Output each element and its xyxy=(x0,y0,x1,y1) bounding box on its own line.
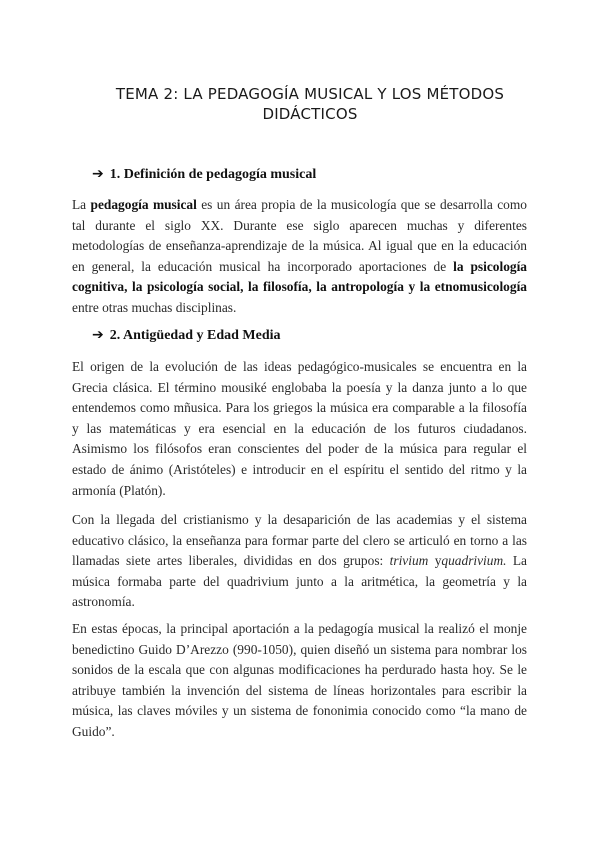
text-run: entre otras muchas disciplinas. xyxy=(72,299,237,315)
arrow-right-icon: ➔ xyxy=(92,166,104,182)
paragraph-guido: En estas épocas, la principal aportación a la pedagogía musical la realizó el monje benedictino Guido D’Arezzo (990-1050), quien diseñó un sistema para nombrar los sonidos de la escala que con algunas modificaciones ha perdurado hasta hoy. Se le atribuye también la invención del sistema de líneas horizontales para escribir la música, las claves móviles y un sistema de fononimia conocido como “la mano de Guido”. xyxy=(72,621,527,739)
title-line-2: DIDÁCTICOS xyxy=(262,105,358,123)
italic-term: quadrivium. xyxy=(441,553,507,569)
text-run: La música formaba parte del quadrivium junto a la aritmética, la geometría y la astronomía. xyxy=(72,553,527,610)
bold-disciplines: la psicología cognitiva, la psicología social, la filosofía, la antropología y la etnomusicología xyxy=(72,258,527,295)
section-heading-antiquity xyxy=(92,326,281,345)
title-line-1: TEMA 2: LA PEDAGOGÍA MUSICAL Y LOS MÉTODOS xyxy=(115,85,505,103)
arrow-right-icon: ➔ xyxy=(92,327,104,343)
text-run: Con la llegada del cristianismo y la desaparición de las academias y el sistema educativo clásico, la enseñanza para formar parte del clero se articuló en torno a las llamadas siete artes liberales, divididas en dos grupos: xyxy=(72,512,527,569)
text-run: es un área propia de la musicología que se desarrolla como tal durante el siglo XX. Durante ese siglo aparecen muchas y diferentes metodologías de enseñanza-aprendizaje de la música. Al igual que en la educación en general, la educación musical ha incorporado aportaciones de xyxy=(72,197,527,274)
paragraph-definition xyxy=(72,195,527,319)
section-heading-definition xyxy=(92,165,316,184)
document-title xyxy=(80,84,540,124)
bold-term: pedagogía musical xyxy=(90,197,197,212)
paragraph-christianity xyxy=(72,510,527,613)
section-heading-text: 2. Antigüedad y Edad Media xyxy=(109,328,281,343)
text-run: La xyxy=(72,197,91,212)
italic-term: trivium xyxy=(389,553,429,569)
section-heading-text: 1. Definición de pedagogía musical xyxy=(109,167,317,182)
paragraph-greece: El origen de la evolución de las ideas pedagógico-musicales se encuentra en la Grecia clásica. El término mousiké englobaba la poesía y la danza junto a lo que entendemos como mñusica. Para los griegos la música era comparable a la filosofía y las matemáticas y era esencial en la educación de los futuros ciudadanos. Asimismo los filósofos eran conscientes del poder de la música para regular el estado de ánimo (Aristóteles) e introducir en el espíritu el sentido del ritmo y la armonía (Platón). xyxy=(72,359,527,498)
text-run: y xyxy=(428,553,442,569)
